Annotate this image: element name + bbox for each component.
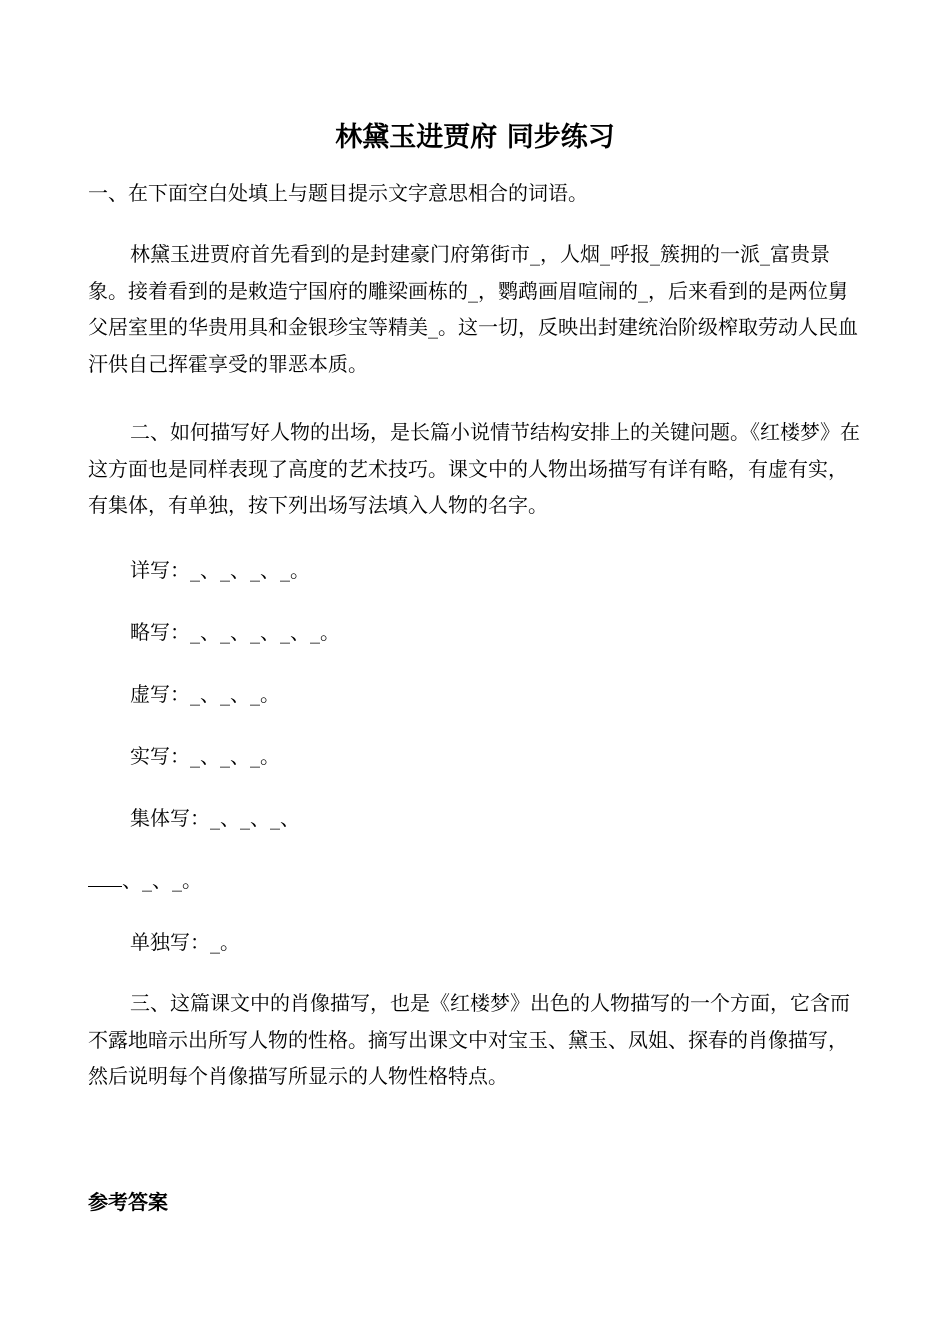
page-title: 林黛玉进贾府 同步练习 xyxy=(335,122,615,153)
virtual-writing-line: 虚写：_、_、_。 xyxy=(130,682,280,706)
collective-writing-tail: 、_、_。 xyxy=(122,868,202,892)
question-2-paragraph: 二、如何描写好人物的出场，是长篇小说情节结构安排上的关键问题。《红楼梦》在这方面也是同样表现了高度的艺术技巧。课文中的人物出场描写有详有略，有虚有实，有集体，有单独，按下列出场写法填入人物的名字。 xyxy=(88,420,860,517)
detailed-writing-line: 详写：_、_、_、_。 xyxy=(130,558,310,582)
answers-heading: 参考答案 xyxy=(88,1190,168,1214)
collective-writing-continuation xyxy=(88,862,202,898)
brief-writing-line: 略写：_、_、_、_、_。 xyxy=(130,620,340,644)
question-1-heading: 一、在下面空白处填上与题目提示文字意思相合的词语。 xyxy=(88,181,588,205)
single-writing-line: 单独写：_。 xyxy=(130,930,240,954)
real-writing-line: 实写：_、_、_。 xyxy=(130,744,280,768)
answer-blank xyxy=(88,870,122,887)
question-3-paragraph: 三、这篇课文中的肖像描写，也是《红楼梦》出色的人物描写的一个方面，它含而不露地暗示出所写人物的性格。摘写出课文中对宝玉、黛玉、凤姐、探春的肖像描写，然后说明每个肖像描写所显示的人物性格特点。 xyxy=(88,991,850,1088)
collective-writing-line: 集体写：_、_、_、 xyxy=(130,806,300,830)
question-1-paragraph: 林黛玉进贾府首先看到的是封建豪门府第街市_，人烟_呼报_簇拥的一派_富贵景象。接着看到的是敕造宁国府的雕梁画栋的_，鹦鹉画眉喧闹的_，后来看到的是两位舅父居室里的华贵用具和金银珍宝等精美_。这一切，反映出封建统治阶级榨取劳动人民血汗供自己挥霍享受的罪恶本质。 xyxy=(88,242,858,376)
